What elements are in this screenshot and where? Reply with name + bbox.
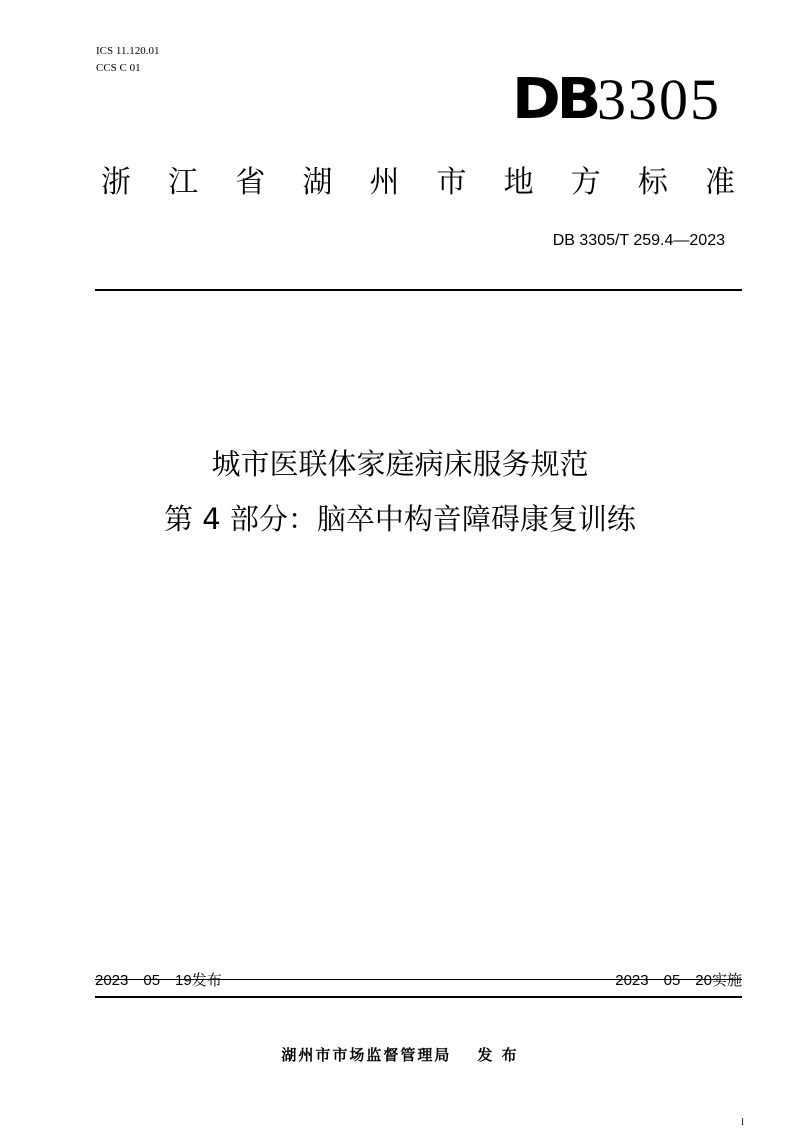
ics-code: ICS 11.120.01 <box>96 45 160 57</box>
title-line-2: 第 4 部分：脑卒中构音障碍康复训练 <box>164 502 636 536</box>
publisher-name: 湖州市市场监督管理局 <box>281 1046 452 1064</box>
classification-codes <box>96 43 159 77</box>
implement-date: 2023－05－20实施 <box>615 972 742 989</box>
title-line-1: 城市医联体家庭病床服务规范 <box>211 447 589 481</box>
standard-type-char: 标 <box>637 165 668 200</box>
standard-type-char: 省 <box>235 165 266 200</box>
publish-date: 2023－05－19发布 <box>95 972 222 989</box>
db-logo-number: 3305 <box>597 66 721 132</box>
db-logo-letters: DB <box>511 66 598 132</box>
date-row <box>95 969 742 989</box>
standard-type-char: 市 <box>436 165 467 200</box>
standard-type-char: 准 <box>704 165 735 200</box>
db-logo <box>511 66 721 132</box>
standard-type-char: 浙 <box>101 165 131 200</box>
bottom-divider <box>95 996 742 998</box>
publisher <box>0 1044 800 1065</box>
standard-type-char: 地 <box>503 165 534 200</box>
standard-type-char: 湖 <box>302 165 333 200</box>
standard-type-char: 江 <box>168 165 199 200</box>
ccs-code: CCS C 01 <box>96 62 141 74</box>
page-number: I <box>741 1117 744 1127</box>
standard-type-heading <box>96 157 740 201</box>
standard-type-char: 方 <box>570 165 601 200</box>
standard-type-char: 州 <box>369 165 400 200</box>
top-divider <box>95 289 742 291</box>
publisher-action: 发 布 <box>477 1046 519 1064</box>
standard-code: DB 3305/T 259.4—2023 <box>552 232 725 249</box>
